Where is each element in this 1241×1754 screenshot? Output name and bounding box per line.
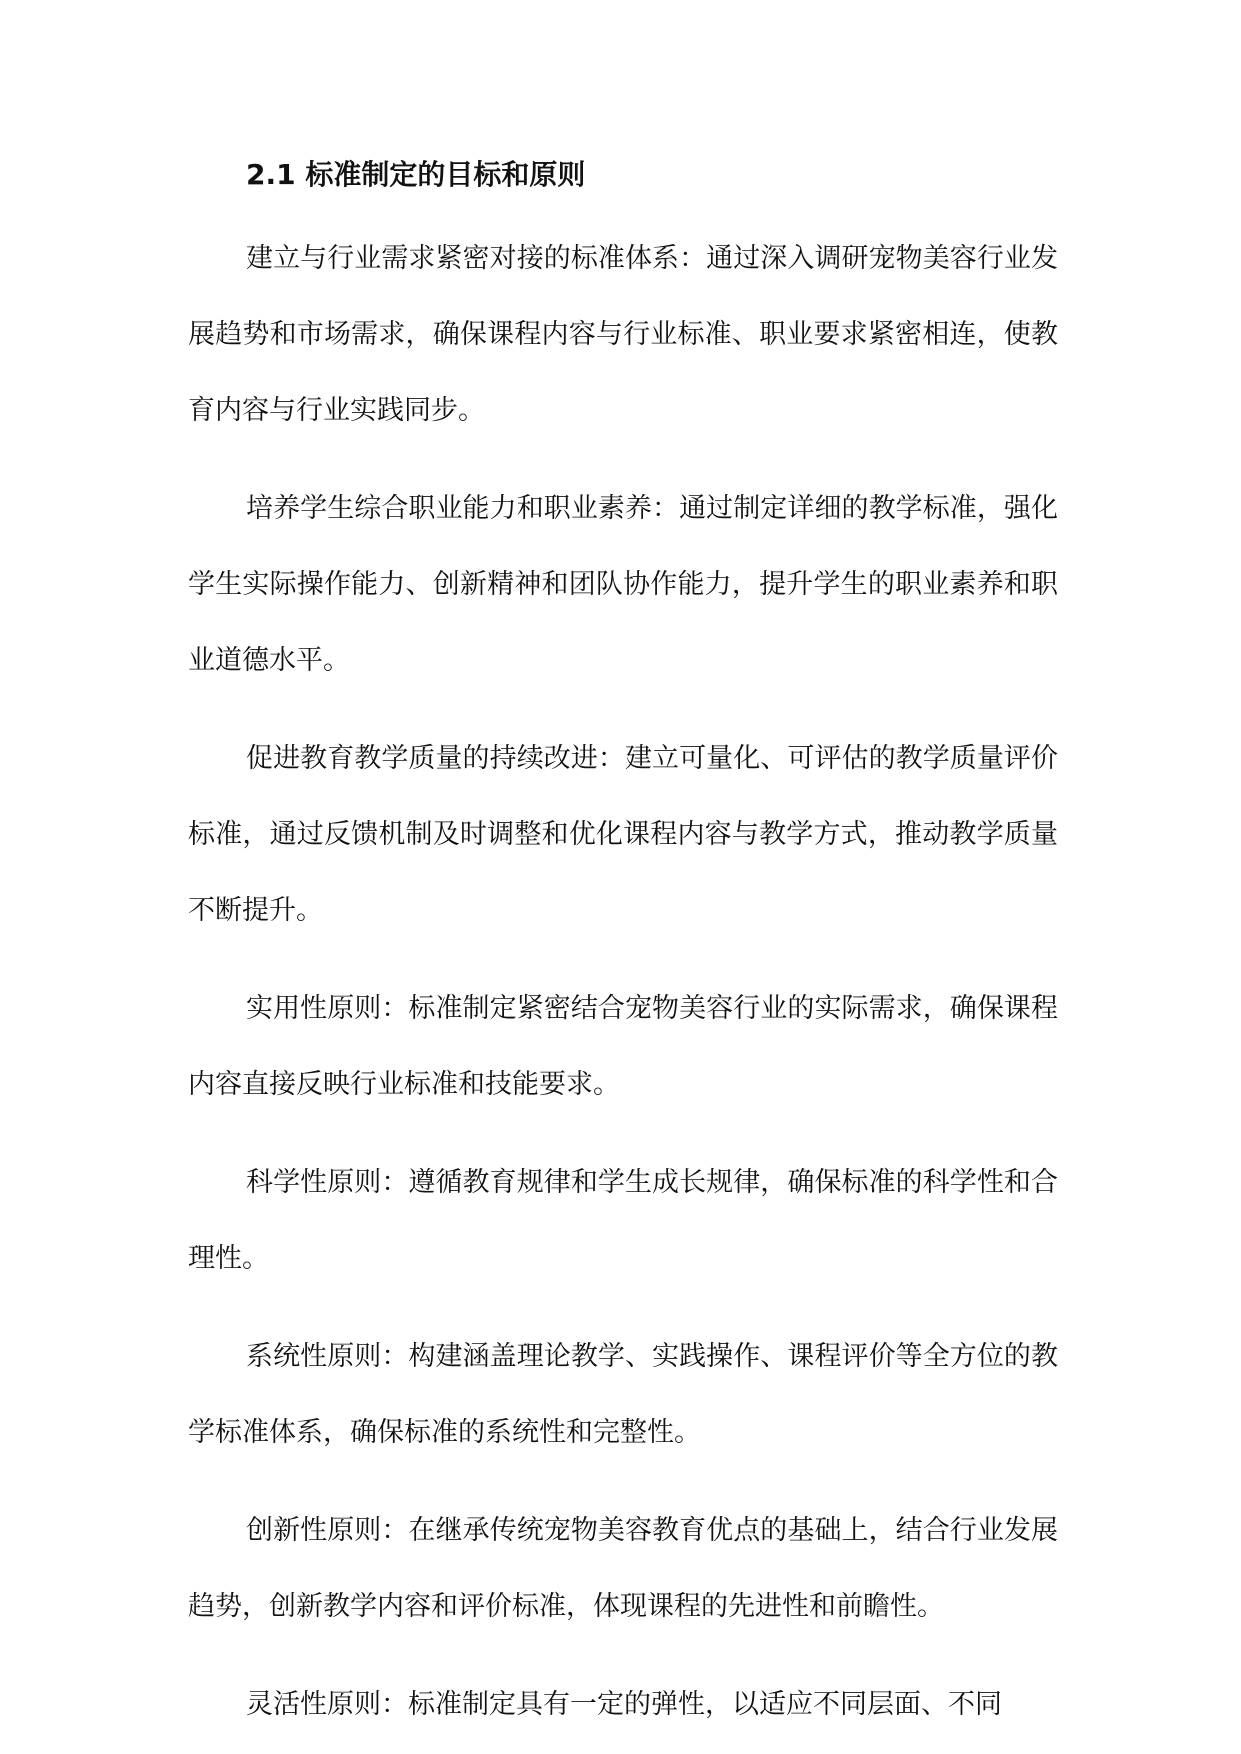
paragraph-systematic-principle: 系统性原则：构建涵盖理论教学、实践操作、课程评价等全方位的教学标准体系，确保标准的系统性和完整性。 <box>188 1341 1058 1448</box>
paragraph-quality-improvement: 促进教育教学质量的持续改进：建立可量化、可评估的教学质量评价标准，通过反馈机制及时调整和优化课程内容与教学方式，推动教学质量不断提升。 <box>188 743 1058 926</box>
paragraph-scientific-principle: 科学性原则：遵循教育规律和学生成长规律，确保标准的科学性和合理性。 <box>188 1167 1058 1274</box>
section-heading: 2.1 标准制定的目标和原则 <box>246 158 586 191</box>
paragraph-innovation-principle: 创新性原则：在继承传统宠物美容教育优点的基础上，结合行业发展趋势，创新教学内容和评价标准，体现课程的先进性和前瞻性。 <box>188 1515 1058 1622</box>
paragraph-professional-ability: 培养学生综合职业能力和职业素养：通过制定详细的教学标准，强化学生实际操作能力、创新精神和团队协作能力，提升学生的职业素养和职业道德水平。 <box>188 493 1058 676</box>
paragraph-flexibility-principle: 灵活性原则：标准制定具有一定的弹性，以适应不同层面、不同 <box>246 1689 1002 1720</box>
page-content <box>188 150 1058 1743</box>
paragraph-practicality-principle: 实用性原则：标准制定紧密结合宠物美容行业的实际需求，确保课程内容直接反映行业标准和技能要求。 <box>188 993 1058 1100</box>
paragraph-industry-alignment: 建立与行业需求紧密对接的标准体系：通过深入调研宠物美容行业发展趋势和市场需求，确保课程内容与行业标准、职业要求紧密相连，使教育内容与行业实践同步。 <box>188 243 1058 426</box>
